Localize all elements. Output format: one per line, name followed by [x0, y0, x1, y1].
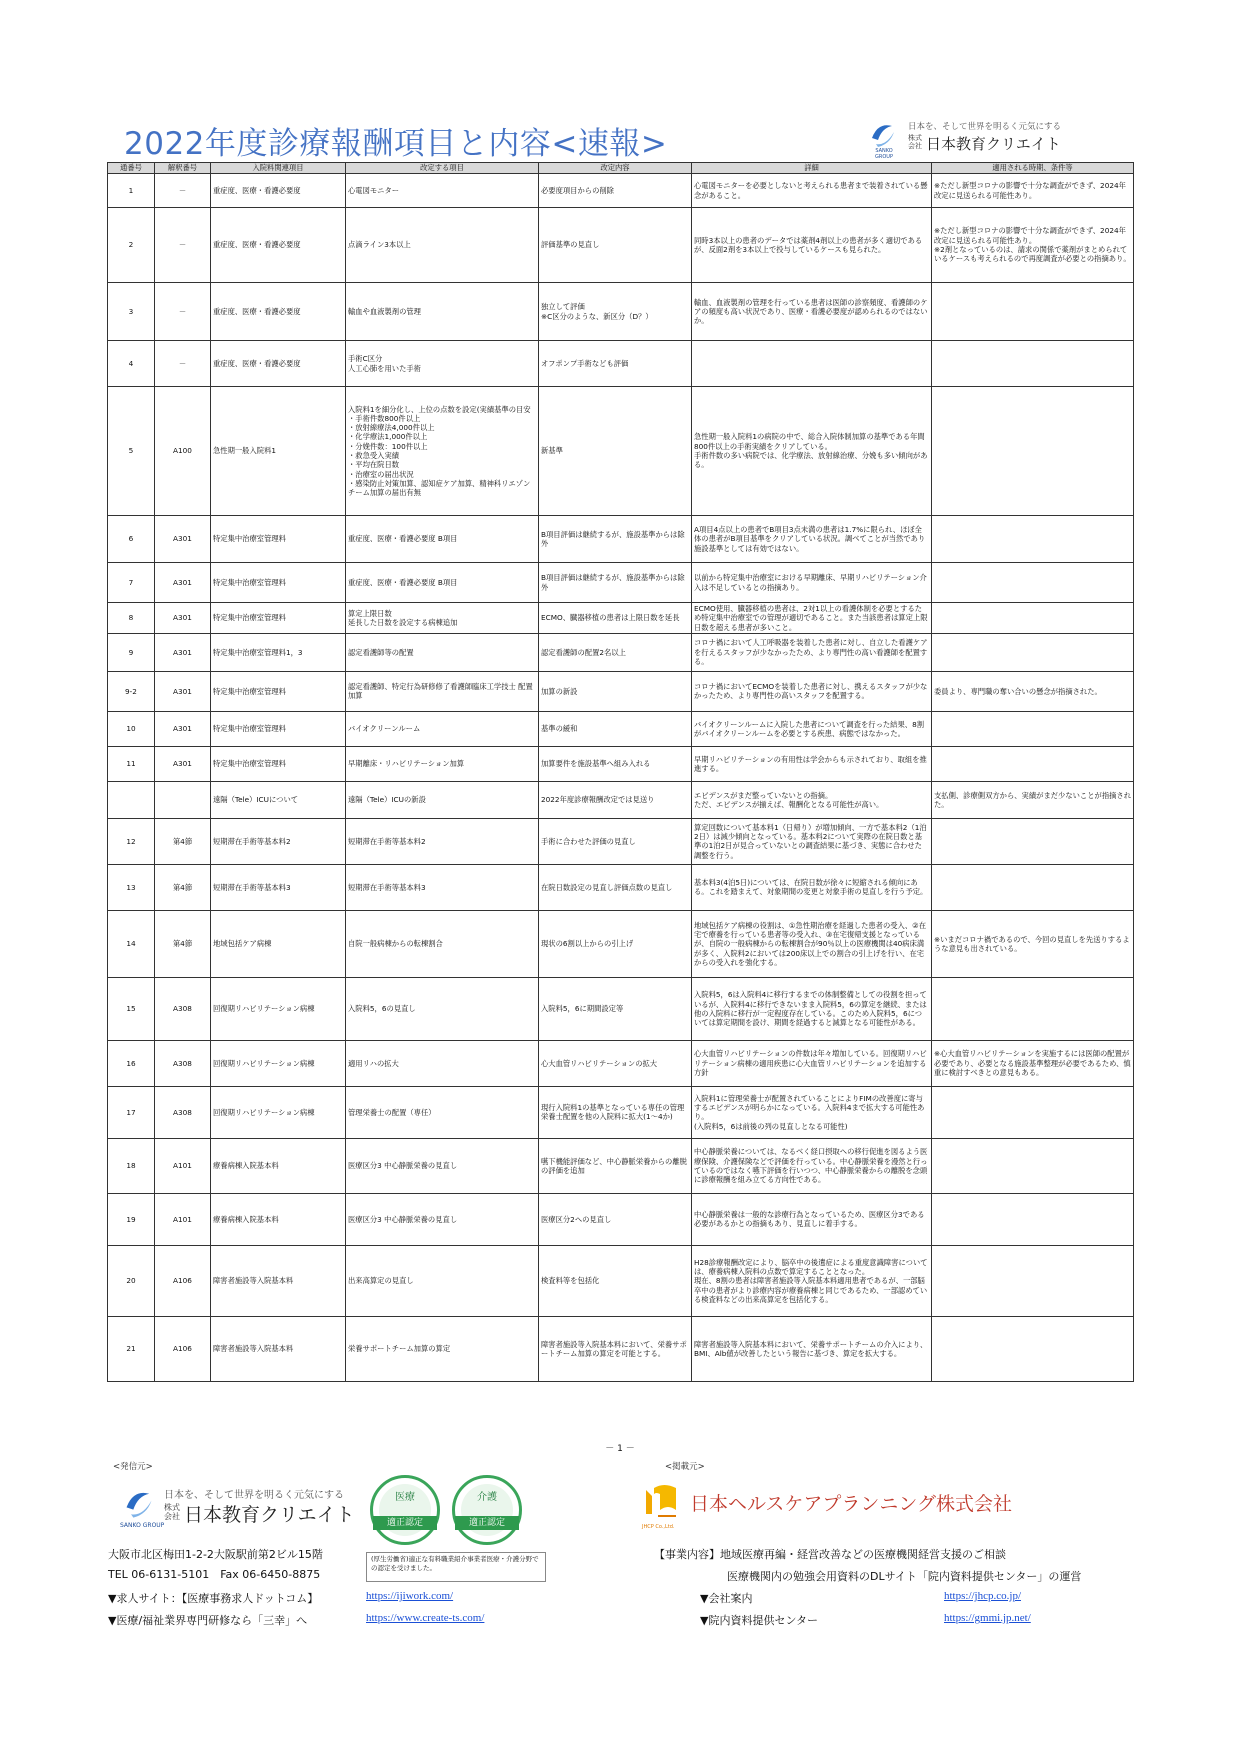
- interpretation-code: A106: [155, 1245, 211, 1316]
- row-number: 21: [108, 1316, 155, 1381]
- revision-item: 認定看護師、特定行為研修修了看護師臨床工学技士 配置加算: [346, 671, 539, 711]
- interpretation-code: A101: [155, 1138, 211, 1193]
- revision-content: 障害者施設等入院基本料において、栄養サポートチーム加算の算定を可能とする。: [539, 1316, 692, 1381]
- row-number: 9: [108, 633, 155, 671]
- revision-content: 嚥下機能評価など、中心静脈栄養からの離脱の評価を追加: [539, 1138, 692, 1193]
- row-number: 16: [108, 1040, 155, 1086]
- interpretation-code: 第4節: [155, 818, 211, 864]
- conditions: [932, 1086, 1134, 1138]
- inpatient-item: 重症度、医療・看護必要度: [211, 341, 346, 387]
- detail: 心電図モニターを必要としないと考えられる患者まで装着されている懸念があること。: [692, 174, 932, 208]
- inpatient-item: 重症度、医療・看護必要度: [211, 208, 346, 283]
- row-number: 4: [108, 341, 155, 387]
- detail: 地域包括ケア病棟の役割は、①急性期治療を経過した患者の受入、②在宅で療養を行っている患者等の受入れ、③在宅復帰支援となっているが、自院の一般病棟からの転棟割合が90％以上の医療機関は40病床満が多く、入院料2においては200床以上での割合の引上げを行い、在宅からの受入れを強化する。: [692, 910, 932, 977]
- business-line-1: 【事業内容】地域医療再編・経営改善などの医療機関経営支援のご相談: [654, 1548, 1006, 1561]
- revision-table: [107, 162, 1134, 1382]
- row-number: 2: [108, 208, 155, 283]
- footer-source-label: <発信元>: [113, 1462, 153, 1472]
- detail: ECMO使用、臓器移植の患者は、2対1以上の看護体制を必要とするため特定集中治療室での管理が適切であること。また当該患者は算定上限日数を超える患者が多いこと。: [692, 603, 932, 634]
- table-row: [108, 711, 1134, 746]
- interpretation-code: A100: [155, 387, 211, 516]
- conditions: [932, 283, 1134, 341]
- col-header: 適用される時期、条件等: [932, 163, 1134, 174]
- table-row: [108, 977, 1134, 1040]
- revision-item: 心電図モニター: [346, 174, 539, 208]
- col-header: 通番号: [108, 163, 155, 174]
- detail: [692, 341, 932, 387]
- col-header: 解釈番号: [155, 163, 211, 174]
- inpatient-item: 特定集中治療室管理料: [211, 603, 346, 634]
- interpretation-code: A308: [155, 1086, 211, 1138]
- revision-content: 独立して評価 ※C区分のような、新区分（D？）: [539, 283, 692, 341]
- detail: 急性期一般入院料1の病院の中で、総合入院体制加算の基準である年間800件以上の手術実績をクリアしている。 手術件数の多い病院では、化学療法、放射線治療、分娩も多い傾向がある。: [692, 387, 932, 516]
- sanko-footer-logo-icon: [122, 1487, 156, 1521]
- inpatient-item: 特定集中治療室管理料1，3: [211, 633, 346, 671]
- conditions: [932, 516, 1134, 563]
- footer-publisher-label: <掲載元>: [665, 1462, 705, 1472]
- row-number: 11: [108, 746, 155, 781]
- detail: エビデンスがまだ整っていないとの指摘。 ただ、エビデンスが揃えば、報酬化となる可能性が高い。: [692, 781, 932, 818]
- revision-item: 短期滞在手術等基本料3: [346, 864, 539, 910]
- conditions: ※ただし新型コロナの影響で十分な調査ができず、2024年改定に見送られる可能性あり。: [932, 174, 1134, 208]
- conditions: [932, 818, 1134, 864]
- inpatient-item: 障害者施設等入院基本料: [211, 1245, 346, 1316]
- inpatient-item: 特定集中治療室管理料: [211, 711, 346, 746]
- conditions: [932, 864, 1134, 910]
- conditions: [932, 746, 1134, 781]
- brand-kk: 株式会社: [908, 134, 922, 150]
- conditions: ※ただし新型コロナの影響で十分な調査ができず、2024年改定に見送られる可能性あり。 ※2剤となっているのは、請求の関係で薬剤がまとめられているケースも考えられるので再度調査が必要との指摘あり。: [932, 208, 1134, 283]
- revision-content: 在院日数設定の見直し評価点数の見直し: [539, 864, 692, 910]
- inpatient-item: 急性期一般入院料1: [211, 387, 346, 516]
- table-row: [108, 283, 1134, 341]
- sanko-logo-icon: [868, 120, 898, 150]
- revision-item: 重症度、医療・看護必要度 B項目: [346, 516, 539, 563]
- conditions: ※心大血管リハビリテーションを実施するには医師の配置が必要であり、必要となる施設基準整理が必要であるため、慎重に検討すべきとの意見もある。: [932, 1040, 1134, 1086]
- inpatient-item: 重症度、医療・看護必要度: [211, 174, 346, 208]
- materials-label: ▼院内資料提供センター: [700, 1614, 819, 1627]
- recruit-link[interactable]: https://ijiwork.com/: [366, 1590, 454, 1602]
- revision-item: バイオクリーンルーム: [346, 711, 539, 746]
- table-row: [108, 174, 1134, 208]
- interpretation-code: A301: [155, 711, 211, 746]
- col-header: 改定内容: [539, 163, 692, 174]
- table-row: [108, 671, 1134, 711]
- revision-item: 算定上限日数 延長した日数を設定する病棟追加: [346, 603, 539, 634]
- table-body: [108, 174, 1134, 1382]
- inpatient-item: 短期滞在手術等基本料2: [211, 818, 346, 864]
- detail: 心大血管リハビリテーションの件数は年々増加している。回復期リハビリテーション病棟の適用疾患に心大血管リハビリテーションを追加する方針: [692, 1040, 932, 1086]
- table-row: [108, 864, 1134, 910]
- table-row: [108, 910, 1134, 977]
- revision-item: 点滴ライン3本以上: [346, 208, 539, 283]
- inpatient-item: 回復期リハビリテーション病棟: [211, 977, 346, 1040]
- footer-address: 大阪市北区梅田1-2-2大阪駅前第2ビル15階: [108, 1548, 323, 1561]
- table-row: [108, 746, 1134, 781]
- jhcp-company: 日本ヘルスケアプランニング株式会社: [690, 1493, 1013, 1515]
- detail: コロナ禍においてECMOを装着した患者に対し、携えるスタッフが少なかったため、より専門性の高いスタッフを配置する。: [692, 671, 932, 711]
- table-row: [108, 1086, 1134, 1138]
- footer-recruit-label: ▼求人サイト：【医療事務求人ドットコム】: [108, 1592, 319, 1605]
- interpretation-code: 第4節: [155, 864, 211, 910]
- interpretation-code: A301: [155, 516, 211, 563]
- revision-content: 基準の緩和: [539, 711, 692, 746]
- table-row: [108, 516, 1134, 563]
- inpatient-item: 重症度、医療・看護必要度: [211, 283, 346, 341]
- conditions: [932, 387, 1134, 516]
- row-number: 10: [108, 711, 155, 746]
- conditions: [932, 341, 1134, 387]
- revision-content: B項目評価は継続するが、施設基準からは除外: [539, 516, 692, 563]
- row-number: [108, 781, 155, 818]
- detail: 入院料5，6は入院料4に移行するまでの体制整備としての役割を担っているが、入院料4に移行できないまま入院料5，6の算定を継続、または他の入院料に移行が一定程度存在している。このため入院料5，6については算定期間を設け、期間を経過すると減算となる可能性がある。: [692, 977, 932, 1040]
- care-cert-badge: [452, 1475, 522, 1545]
- revision-item: 医療区分3 中心静脈栄養の見直し: [346, 1138, 539, 1193]
- table-row: [108, 1138, 1134, 1193]
- revision-content: 検査料等を包括化: [539, 1245, 692, 1316]
- interpretation-code: A308: [155, 1040, 211, 1086]
- table-row: [108, 1193, 1134, 1245]
- interpretation-code: －: [155, 174, 211, 208]
- table-header-row: [108, 163, 1134, 174]
- inpatient-item: 遠隔（Tele）ICUについて: [211, 781, 346, 818]
- table-row: [108, 603, 1134, 634]
- brand-header: [868, 120, 1108, 160]
- revision-content: オフポンプ手術なども評価: [539, 341, 692, 387]
- revision-content: 必要度項目からの削除: [539, 174, 692, 208]
- brand-name: 日本教育クリエイト: [926, 135, 1061, 153]
- revision-item: 短期滞在手術等基本料2: [346, 818, 539, 864]
- revision-content: 現行入院料1の基準となっている専任の管理栄養士配置を他の入院料に拡大(1～4か): [539, 1086, 692, 1138]
- inpatient-item: 短期滞在手術等基本料3: [211, 864, 346, 910]
- footer-sanko: SANKO GROUP: [120, 1522, 165, 1529]
- conditions: 支払側、診療側双方から、実績がまだ少ないことが指摘された。: [932, 781, 1134, 818]
- revision-content: ECMO、臓器移植の患者は上限日数を延長: [539, 603, 692, 634]
- inpatient-item: 地域包括ケア病棟: [211, 910, 346, 977]
- revision-content: 現状の6割以上からの引上げ: [539, 910, 692, 977]
- revision-item: 入院料1を細分化し、上位の点数を設定(実績基準の目安 ・手術件数800件以上 ・放射線療法4,000件以上 ・化学療法1,000件以上 ・分娩件数：100件以上 ・救急受入実績 ・平均在院日数 ・治療室の届出状況 ・感染防止対策加算、認知症ケア加算、精神科リエゾンチーム加算の届出有無: [346, 387, 539, 516]
- row-number: 13: [108, 864, 155, 910]
- brand-tagline: 日本を、そして世界を明るく元気にする: [908, 122, 1062, 132]
- inpatient-item: 特定集中治療室管理料: [211, 746, 346, 781]
- row-number: 12: [108, 818, 155, 864]
- interpretation-code: A101: [155, 1193, 211, 1245]
- conditions: [932, 633, 1134, 671]
- conditions: 委員より、専門職の奪い合いの懸念が指摘された。: [932, 671, 1134, 711]
- jhcp-logo-icon: [640, 1480, 682, 1522]
- row-number: 7: [108, 563, 155, 603]
- company-link[interactable]: https://jhcp.co.jp/: [944, 1590, 1021, 1602]
- company-info-label: ▼会社案内: [700, 1592, 753, 1605]
- revision-item: 出来高算定の見直し: [346, 1245, 539, 1316]
- conditions: [932, 1138, 1134, 1193]
- cert-top-label: 医療: [395, 1492, 415, 1503]
- revision-content: 新基準: [539, 387, 692, 516]
- revision-content: 医療区分2への見直し: [539, 1193, 692, 1245]
- detail: H28診療報酬改定により、脳卒中の後遺症による重度意識障害については、療養病棟入院料の点数で算定することとなった。 現在、8割の患者は障害者施設等入院基本料適用患者であるが、一部脳卒中の患者がより診療内容が療養病棟と同じであるため、一部認めている検査料などの出来高算定を包括化する。: [692, 1245, 932, 1316]
- detail: 同時3本以上の患者のデータでは薬剤4剤以上の患者が多く適切であるが、反面2剤を3本以上で投与しているケースも見られた。: [692, 208, 932, 283]
- revision-item: 自院一般病棟からの転棟割合: [346, 910, 539, 977]
- row-number: 18: [108, 1138, 155, 1193]
- revision-item: 入院料5，6の見直し: [346, 977, 539, 1040]
- revision-item: 管理栄養士の配置（専任）: [346, 1086, 539, 1138]
- page-number: － 1 －: [605, 1444, 635, 1454]
- detail: 早期リハビリテーションの有用性は学会からも示されており、取組を推進する。: [692, 746, 932, 781]
- revision-item: 医療区分3 中心静脈栄養の見直し: [346, 1193, 539, 1245]
- table-row: [108, 781, 1134, 818]
- revision-content: 加算の新設: [539, 671, 692, 711]
- revision-item: 遠隔（Tele）ICUの新設: [346, 781, 539, 818]
- inpatient-item: 療養病棟入院基本料: [211, 1138, 346, 1193]
- revision-item: 認定看護師等の配置: [346, 633, 539, 671]
- table-row: [108, 1245, 1134, 1316]
- interpretation-code: －: [155, 283, 211, 341]
- interpretation-code: 第4節: [155, 910, 211, 977]
- interpretation-code: A106: [155, 1316, 211, 1381]
- conditions: [932, 977, 1134, 1040]
- row-number: 5: [108, 387, 155, 516]
- conditions: ※いまだコロナ禍であるので、今回の見直しを先送りするような意見も出されている。: [932, 910, 1134, 977]
- table-row: [108, 633, 1134, 671]
- inpatient-item: 障害者施設等入院基本料: [211, 1316, 346, 1381]
- inpatient-item: 特定集中治療室管理料: [211, 563, 346, 603]
- detail: 算定回数について基本料1（日帰り）が増加傾向、一方で基本料2（1泊2日）は減少傾向となっている。基本料2について実際の在院日数と基準の1泊2日が見合っていないとの調査結果に基づき、実態に合わせた調整を行う。: [692, 818, 932, 864]
- medical-cert-badge: [370, 1475, 440, 1545]
- revision-item: 重症度、医療・看護必要度 B項目: [346, 563, 539, 603]
- revision-item: 適用リハの拡大: [346, 1040, 539, 1086]
- interpretation-code: A308: [155, 977, 211, 1040]
- interpretation-code: A301: [155, 746, 211, 781]
- interpretation-code: A301: [155, 633, 211, 671]
- interpretation-code: －: [155, 341, 211, 387]
- detail: 障害者施設等入院基本料において、栄養サポートチームの介入により、BMI、Alb値が改善したという報告に基づき、算定を拡大する。: [692, 1316, 932, 1381]
- row-number: 8: [108, 603, 155, 634]
- interpretation-code: [155, 781, 211, 818]
- detail: 基本料3(4泊5日)については、在院日数が徐々に短縮される傾向にある。これを踏まえて、対象期間の変更と対象手術の見直しを行う予定。: [692, 864, 932, 910]
- detail: バイオクリーンルームに入院した患者について調査を行った結果、8割がバイオクリーンルームを必要とする疾患、病態ではなかった。: [692, 711, 932, 746]
- row-number: 19: [108, 1193, 155, 1245]
- training-link[interactable]: https://www.create-ts.com/: [366, 1612, 485, 1624]
- row-number: 9-2: [108, 671, 155, 711]
- page-title: 2022年度診療報酬項目と内容<速報>: [124, 126, 668, 162]
- cert-top-label: 介護: [477, 1492, 497, 1503]
- detail: 入院料1に管理栄養士が配置されていることによりFIMの改善度に寄与するエビデンスが明らかになっている。入院料4まで拡大する可能性あり。 (入院料5，6は前後の列の見直しとなる可能性): [692, 1086, 932, 1138]
- detail: 中心静脈栄養は一般的な診療行為となっているため、医療区分3である必要があるかとの指摘もあり、見直しに着手する。: [692, 1193, 932, 1245]
- revision-content: 認定看護師の配置2名以上: [539, 633, 692, 671]
- revision-content: 手術に合わせた評価の見直し: [539, 818, 692, 864]
- revision-content: B項目評価は継続するが、施設基準からは除外: [539, 563, 692, 603]
- row-number: 17: [108, 1086, 155, 1138]
- footer-company: 日本教育クリエイト: [184, 1504, 355, 1526]
- inpatient-item: 回復期リハビリテーション病棟: [211, 1086, 346, 1138]
- conditions: [932, 1193, 1134, 1245]
- col-header: 改定する項目: [346, 163, 539, 174]
- inpatient-item: 療養病棟入院基本料: [211, 1193, 346, 1245]
- col-header: 詳細: [692, 163, 932, 174]
- revision-item: 早期離床・リハビリテーション加算: [346, 746, 539, 781]
- detail: 輸血、血液製剤の管理を行っている患者は医師の診察頻度、看護師のケアの頻度も高い状況であり、医療・看護必要度が認められるのではないか。: [692, 283, 932, 341]
- inpatient-item: 特定集中治療室管理料: [211, 516, 346, 563]
- table-row: [108, 1040, 1134, 1086]
- table-row: [108, 563, 1134, 603]
- revision-content: 入院料5，6に期間設定等: [539, 977, 692, 1040]
- footer-training-label: ▼医療/福祉業界専門研修なら「三幸」へ: [108, 1614, 308, 1627]
- interpretation-code: A301: [155, 603, 211, 634]
- row-number: 3: [108, 283, 155, 341]
- conditions: [932, 563, 1134, 603]
- table-row: [108, 818, 1134, 864]
- conditions: [932, 603, 1134, 634]
- row-number: 14: [108, 910, 155, 977]
- cert-band-label: 適正認定: [373, 1516, 437, 1530]
- interpretation-code: A301: [155, 671, 211, 711]
- col-header: 入院料関連項目: [211, 163, 346, 174]
- table-row: [108, 208, 1134, 283]
- detail: 中心静脈栄養については、なるべく経口摂取への移行促進を図るよう医療保険、介護保険などで評価を行っている。中心静脈栄養を漫然と行っているのではなく嚥下評価を行いつつ、中心静脈栄養からの離脱を念頭に診療報酬を組み立てる方向性である。: [692, 1138, 932, 1193]
- revision-content: 心大血管リハビリテーションの拡大: [539, 1040, 692, 1086]
- row-number: 6: [108, 516, 155, 563]
- revision-item: 栄養サポートチーム加算の算定: [346, 1316, 539, 1381]
- revision-content: 加算要件を施設基準へ組み入れる: [539, 746, 692, 781]
- brand-sanko: SANKO GROUP: [875, 148, 893, 160]
- footer-tel: TEL 06-6131-5101 Fax 06-6450-8875: [108, 1568, 321, 1581]
- detail: A項目4点以上の患者でB項目3点未満の患者は1.7%に限られ、ほぼ全体の患者がB項目基準をクリアしている状況。調べてことが当然であり施設基準としては有効ではない。: [692, 516, 932, 563]
- table-row: [108, 341, 1134, 387]
- conditions: [932, 1316, 1134, 1381]
- inpatient-item: 回復期リハビリテーション病棟: [211, 1040, 346, 1086]
- revision-item: 輸血や血液製剤の管理: [346, 283, 539, 341]
- materials-link[interactable]: https://gmmi.jp.net/: [944, 1612, 1031, 1624]
- conditions: [932, 1245, 1134, 1316]
- row-number: 1: [108, 174, 155, 208]
- footer-tagline: 日本を、そして世界を明るく元気にする: [164, 1490, 344, 1501]
- table-row: [108, 1316, 1134, 1381]
- detail: 以前から特定集中治療室における早期離床、早期リハビリテーション介入は不足しているとの指摘あり。: [692, 563, 932, 603]
- jhcp-mark: JHCP Co.,Ltd.: [642, 1524, 675, 1530]
- cert-band-label: 適正認定: [455, 1516, 519, 1530]
- interpretation-code: A301: [155, 563, 211, 603]
- row-number: 15: [108, 977, 155, 1040]
- revision-content: 評価基準の見直し: [539, 208, 692, 283]
- revision-content: 2022年度診療報酬改定では見送り: [539, 781, 692, 818]
- cert-note: (厚生労働省)適正な有料職業紹介事業者医療・介護分野での認定を受けました。: [366, 1552, 546, 1582]
- business-line-2: 医療機関内の勉強会用資料のDLサイト「院内資料提供センター」の運営: [727, 1570, 1082, 1583]
- revision-item: 手術C区分 人工心肺を用いた手術: [346, 341, 539, 387]
- footer-kk: 株式会社: [164, 1503, 180, 1521]
- conditions: [932, 711, 1134, 746]
- interpretation-code: －: [155, 208, 211, 283]
- detail: コロナ禍において人工呼吸器を装着した患者に対し、自立した看護ケアを行えるスタッフが少なかったため、より専門性の高い看護師を配置する。: [692, 633, 932, 671]
- inpatient-item: 特定集中治療室管理料: [211, 671, 346, 711]
- row-number: 20: [108, 1245, 155, 1316]
- table-row: [108, 387, 1134, 516]
